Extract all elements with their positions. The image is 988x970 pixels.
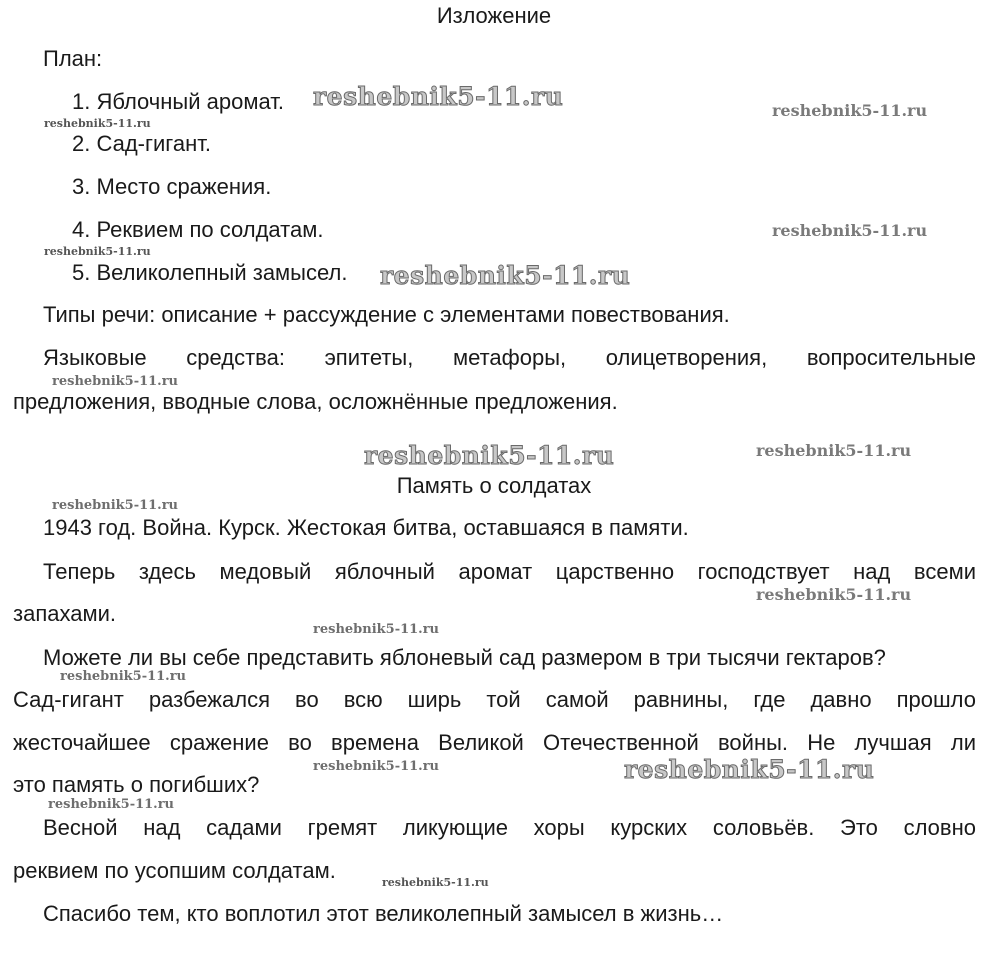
plan-item-2: 2. Сад-гигант. xyxy=(72,131,211,156)
paragraph-3-line-1: Можете ли вы себе представить яблоневый сад размером в три тысячи гектаров? xyxy=(43,645,886,670)
paragraph-5: Спасибо тем, кто воплотил этот великолепный замысел в жизнь… xyxy=(43,901,724,926)
plan-item-5: 5. Великолепный замысел. xyxy=(72,260,348,285)
watermark: reshebnik5-11.ru xyxy=(313,759,440,774)
paragraph-1: 1943 год. Война. Курск. Жестокая битва, оставшаяся в памяти. xyxy=(43,515,689,540)
watermark: reshebnik5-11.ru xyxy=(756,585,912,604)
language-means-line-2: предложения, вводные слова, осложнённые предложения. xyxy=(13,389,618,414)
language-means-line-1: Языковые средства: эпитеты, метафоры, олицетворения, вопросительные xyxy=(43,345,976,370)
story-title: Память о солдатах xyxy=(396,473,592,498)
watermark: reshebnik5-11.ru xyxy=(380,261,631,290)
watermark: reshebnik5-11.ru xyxy=(772,221,928,240)
watermark: reshebnik5-11.ru xyxy=(52,498,179,513)
watermark: reshebnik5-11.ru xyxy=(44,117,151,130)
paragraph-4-line-2: реквием по усопшим солдатам. xyxy=(13,858,336,883)
plan-label: План: xyxy=(43,46,103,71)
document-heading: Изложение xyxy=(436,3,552,28)
watermark: reshebnik5-11.ru xyxy=(313,82,564,111)
watermark: reshebnik5-11.ru xyxy=(624,755,875,784)
paragraph-3-line-3: жесточайшее сражение во времена Великой Отечественной войны. Не лучшая ли xyxy=(13,730,976,755)
watermark: reshebnik5-11.ru xyxy=(52,374,179,389)
plan-item-1: 1. Яблочный аромат. xyxy=(72,89,284,114)
paragraph-3-line-2: Сад-гигант разбежался во всю ширь той самой равнины, где давно прошло xyxy=(13,687,976,712)
paragraph-4-line-1: Весной над садами гремят ликующие хоры курских соловьёв. Это словно xyxy=(43,815,976,840)
watermark: reshebnik5-11.ru xyxy=(772,101,928,120)
paragraph-2-line-2: запахами. xyxy=(13,601,116,626)
paragraph-3-line-4: это память о погибших? xyxy=(13,772,260,797)
speech-types: Типы речи: описание + рассуждение с элементами повествования. xyxy=(43,302,730,327)
watermark: reshebnik5-11.ru xyxy=(44,245,151,258)
plan-item-4: 4. Реквием по солдатам. xyxy=(72,217,324,242)
watermark: reshebnik5-11.ru xyxy=(48,797,175,812)
watermark: reshebnik5-11.ru xyxy=(756,441,912,460)
watermark: reshebnik5-11.ru xyxy=(382,876,489,889)
watermark: reshebnik5-11.ru xyxy=(313,622,440,637)
plan-item-3: 3. Место сражения. xyxy=(72,174,272,199)
watermark: reshebnik5-11.ru xyxy=(364,441,615,470)
watermark: reshebnik5-11.ru xyxy=(60,669,187,684)
paragraph-2-line-1: Теперь здесь медовый яблочный аромат царственно господствует над всеми xyxy=(43,559,976,584)
